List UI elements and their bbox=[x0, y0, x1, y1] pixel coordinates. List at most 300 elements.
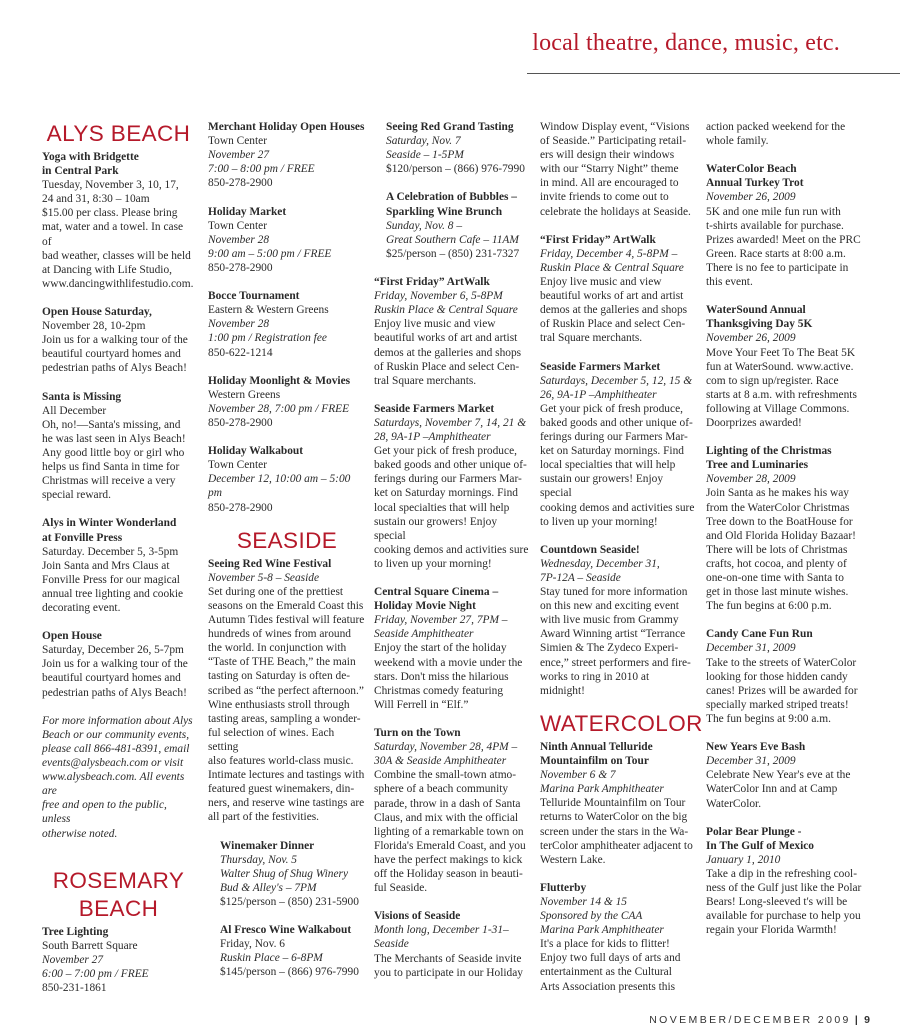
event-text-line: The Merchants of Seaside invite bbox=[374, 952, 522, 965]
event-text-line: Take a dip in the refreshing cool- bbox=[706, 867, 858, 880]
event-date-line: Saturday, November 28, 4PM – bbox=[374, 741, 518, 754]
event-title: Bocce Tournament bbox=[208, 290, 300, 303]
event-text-line: Town Center bbox=[208, 135, 267, 148]
event-listing bbox=[374, 585, 530, 712]
event-text-line: ferings during our Farmers Mar- bbox=[540, 431, 688, 444]
event-text-line: in mind. All are encouraged to bbox=[540, 177, 679, 190]
event-text-line: local specialties that will help bbox=[374, 501, 510, 514]
event-date-line: Marina Park Amphitheater bbox=[540, 924, 664, 937]
event-text-line: of Ruskin Place and select Cen- bbox=[374, 360, 520, 373]
event-text-line: hundreds of wines from around bbox=[208, 628, 351, 641]
event-title: Merchant Holiday Open Houses bbox=[208, 121, 365, 133]
event-text-line: There is no fee to participate in bbox=[706, 261, 849, 274]
event-text-line: also features world-class music. bbox=[208, 755, 354, 768]
event-date-line: Friday, November 6, 5-8PM bbox=[374, 290, 503, 303]
event-text-line: Award Winning artist “Terrance bbox=[540, 628, 686, 641]
event-text-line: Saturday, December 26, 5-7pm bbox=[42, 644, 184, 657]
event-listing bbox=[540, 740, 696, 867]
event-text-line: ket on Saturday mornings. Find bbox=[540, 445, 684, 458]
event-text-line: There will be lots of Christmas bbox=[706, 543, 848, 556]
footer-divider: | bbox=[854, 1014, 861, 1026]
event-date-line: 28, 9A-1P –Amphitheater bbox=[374, 431, 491, 444]
event-text-line: Doorprizes awarded! bbox=[706, 416, 802, 429]
event-listing bbox=[42, 516, 195, 615]
event-text-line: one-on-one time with Santa to bbox=[706, 572, 844, 584]
event-text-line: to liven up your morning! bbox=[374, 557, 492, 570]
event-text-line: at Dancing with Life Studio, bbox=[42, 263, 173, 276]
event-text-line: with live music from Grammy bbox=[540, 614, 679, 627]
event-title: Alys in Winter Wonderland bbox=[42, 517, 177, 530]
event-listing bbox=[706, 162, 866, 289]
event-text-line: canes! Prizes will be awarded for bbox=[706, 684, 858, 697]
event-date-line: December 31, 2009 bbox=[706, 642, 796, 655]
event-date-line: 7P-12A – Seaside bbox=[540, 572, 621, 584]
event-title: Candy Cane Fun Run bbox=[706, 628, 813, 641]
event-text-line: parade, throw in a dash of Santa bbox=[374, 797, 521, 810]
event-text-line: pedestrian paths of Alys Beach! bbox=[42, 686, 187, 699]
event-listing bbox=[540, 881, 696, 994]
event-text-line: Join us for a walking tour of the bbox=[42, 658, 188, 671]
event-date-line: For more information about Alys bbox=[42, 714, 193, 727]
event-date-line: 26, 9A-1P –Amphitheater bbox=[540, 388, 657, 401]
event-listing bbox=[42, 925, 195, 995]
event-date-line: 9:00 am – 5:00 pm / FREE bbox=[208, 247, 332, 260]
event-text-line: Arts Association presents this bbox=[540, 980, 676, 993]
event-listing bbox=[706, 303, 866, 430]
event-title: In The Gulf of Mexico bbox=[706, 839, 814, 852]
section-heading: WATERCOLOR bbox=[540, 710, 703, 736]
event-date-line: Saturdays, November 7, 14, 21 & bbox=[374, 416, 527, 429]
event-text-line: Eastern & Western Greens bbox=[208, 304, 329, 317]
event-text-line: 850-278-2900 bbox=[208, 416, 273, 429]
event-text-line: Christmas will receive a very bbox=[42, 475, 176, 488]
event-text-line: on this new and exciting event bbox=[540, 600, 679, 613]
event-text-line: Get your pick of fresh produce, bbox=[540, 402, 683, 415]
event-title: in Central Park bbox=[42, 165, 119, 178]
event-text-line: the world. In conjunction with bbox=[208, 642, 347, 655]
event-text-line: The fun begins at 6:00 p.m. bbox=[706, 600, 832, 613]
column-2 bbox=[208, 120, 366, 994]
event-text-line: Move Your Feet To The Beat 5K bbox=[706, 346, 856, 359]
event-text-line: Town Center bbox=[208, 219, 267, 232]
event-title: New Years Eve Bash bbox=[706, 741, 806, 754]
event-text-line: scribed as “the perfect afternoon.” bbox=[208, 684, 364, 697]
event-text-line: helps us find Santa in time for bbox=[42, 461, 180, 474]
event-text-line: decorating event. bbox=[42, 602, 121, 614]
section-heading: ROSEMARY bbox=[52, 867, 185, 893]
event-text-line: of Ruskin Place and select Cen- bbox=[540, 318, 686, 331]
event-text-line: 850-231-1861 bbox=[42, 981, 107, 994]
event-text-line: action packed weekend for the bbox=[706, 121, 846, 133]
event-date-line: www.alysbeach.com. All events are bbox=[42, 771, 185, 798]
event-listing bbox=[374, 190, 530, 260]
event-listing bbox=[208, 120, 366, 190]
event-text-line: Celebrate New Year's eve at the bbox=[706, 769, 851, 782]
event-title: Flutterby bbox=[540, 881, 587, 894]
event-text-line: $25/person – (850) 231-7327 bbox=[386, 247, 520, 260]
event-title: Seaside Farmers Market bbox=[374, 402, 495, 415]
event-date-line: Saturdays, December 5, 12, 15 & bbox=[540, 374, 693, 387]
event-text-line: invite friends to come out to bbox=[540, 191, 669, 204]
event-title: Polar Bear Plunge - bbox=[706, 825, 802, 838]
event-text-line: bad weather, classes will be held bbox=[42, 249, 191, 262]
event-listing bbox=[374, 275, 530, 388]
event-text-line: sphere of a beach community bbox=[374, 783, 509, 796]
event-text-line: with our “Starry Night” theme bbox=[540, 163, 679, 176]
event-listing bbox=[42, 390, 195, 503]
event-text-line: Town Center bbox=[208, 459, 267, 472]
event-title: “First Friday” ArtWalk bbox=[374, 276, 490, 289]
event-title: Holiday Market bbox=[208, 205, 287, 218]
event-title: Countdown Seaside! bbox=[540, 543, 640, 556]
event-text-line: terColor amphitheater adjacent to bbox=[540, 839, 693, 852]
event-text-line: Enjoy two full days of arts and bbox=[540, 952, 681, 965]
event-text-line: Claus, and mix with the official bbox=[374, 811, 519, 824]
event-text-line: mat, water and a towel. In case of bbox=[42, 221, 184, 248]
event-listing bbox=[374, 726, 530, 895]
event-text-line: ful selection of wines. Each setting bbox=[208, 726, 335, 753]
event-date-line: Marina Park Amphitheater bbox=[540, 783, 664, 796]
event-title: Seeing Red Wine Festival bbox=[208, 557, 332, 570]
event-text-line: Stay tuned for more information bbox=[540, 586, 688, 599]
event-text-line: Any good little boy or girl who bbox=[42, 446, 185, 459]
event-date-line: Ruskin Place – 6-8PM bbox=[220, 952, 323, 965]
event-date-line: January 1, 2010 bbox=[706, 853, 781, 866]
event-text-line: get in those last minute wishes. bbox=[706, 586, 849, 599]
event-title: Winemaker Dinner bbox=[220, 839, 315, 852]
event-listing bbox=[374, 120, 530, 176]
event-text-line: tasting areas, sampling a wonder- bbox=[208, 712, 361, 725]
event-title: Mountainfilm on Tour bbox=[540, 755, 649, 768]
event-text-line: screen under the stars in the Wa- bbox=[540, 825, 689, 838]
event-title: Seaside Farmers Market bbox=[540, 360, 661, 373]
event-title: Al Fresco Wine Walkabout bbox=[220, 924, 352, 937]
event-text-line: cooking demos and activities sure bbox=[374, 543, 529, 556]
column-4 bbox=[540, 120, 703, 1008]
event-date-line: Seaside – 1-5PM bbox=[386, 149, 464, 162]
event-date-line: November 28 bbox=[208, 233, 270, 246]
event-text-line: regain your Florida Warmth! bbox=[706, 924, 837, 937]
event-text-line: of Seaside.” Participating retail- bbox=[540, 135, 687, 148]
event-text-line: Intimate lectures and tastings with bbox=[208, 769, 365, 782]
event-text-line: beautiful courtyard homes and bbox=[42, 672, 181, 685]
event-text-line: demos at the galleries and shops bbox=[374, 346, 522, 359]
event-text-line: beautiful courtyard homes and bbox=[42, 348, 181, 361]
event-text-line: lighting of a remarkable town on bbox=[374, 825, 524, 838]
event-text-line: you to participate in our Holiday bbox=[374, 966, 523, 979]
event-date-line: 7:00 – 8:00 pm / FREE bbox=[208, 163, 315, 176]
event-title: Visions of Seaside bbox=[374, 910, 461, 923]
event-listing bbox=[208, 923, 366, 979]
event-date-line: November 26, 2009 bbox=[706, 191, 796, 204]
event-text-line: ket on Saturday mornings. Find bbox=[374, 487, 518, 500]
event-text-line: Western Greens bbox=[208, 388, 281, 401]
event-text-line: returns to WaterColor on the big bbox=[540, 811, 688, 824]
event-text-line: Set during one of the prettiest bbox=[208, 585, 344, 598]
event-text-line: 5K and one mile fun run with bbox=[706, 205, 841, 218]
event-listing bbox=[208, 289, 366, 359]
event-title: Tree Lighting bbox=[42, 925, 109, 938]
event-title: “First Friday” ArtWalk bbox=[540, 233, 656, 246]
event-date-line: Sunday, Nov. 8 – bbox=[386, 219, 463, 232]
section-heading: SEASIDE bbox=[236, 527, 338, 553]
event-text-line: starts at 8 a.m. with refreshments bbox=[706, 388, 857, 401]
event-listing bbox=[208, 205, 366, 275]
event-listing bbox=[42, 305, 195, 375]
event-title: at Fonville Press bbox=[42, 531, 123, 544]
event-listing bbox=[208, 444, 366, 514]
event-text-line: Prizes awarded! Meet on the PRC bbox=[706, 233, 861, 246]
event-text-line: ence,” street performers and fire- bbox=[540, 656, 691, 669]
event-date-line: Ruskin Place & Central Square bbox=[374, 304, 518, 317]
event-listing bbox=[706, 444, 866, 613]
event-title: Tree and Luminaries bbox=[706, 459, 809, 472]
event-date-line: November 6 & 7 bbox=[540, 769, 616, 782]
page-number: 9 bbox=[864, 1014, 870, 1026]
event-date-line: Friday, December 4, 5-8PM – bbox=[540, 247, 678, 260]
event-text-line: ful Seaside. bbox=[374, 882, 428, 895]
event-text-line: and Old Florida Holiday Bazaar! bbox=[706, 529, 856, 542]
event-text-line: November 28, 10-2pm bbox=[42, 320, 146, 333]
event-title: Yoga with Bridgette bbox=[42, 151, 139, 163]
event-text-line: WaterColor Inn and at Camp bbox=[706, 783, 838, 796]
event-text-line: annual tree lighting and cookie bbox=[42, 587, 184, 600]
event-date-line: Walter Shug of Shug Winery bbox=[220, 867, 349, 880]
event-date-line: November 26, 2009 bbox=[706, 332, 796, 345]
page-header-title: local theatre, dance, music, etc. bbox=[532, 30, 840, 56]
event-listing bbox=[706, 627, 866, 726]
event-text-line: com to sign up/register. Race bbox=[706, 374, 839, 387]
event-text-line: Simien & The Zydeco Experi- bbox=[540, 642, 679, 655]
event-text-line: tral Square merchants. bbox=[540, 332, 643, 345]
event-date-line: December 31, 2009 bbox=[706, 755, 796, 768]
event-date-line: November 5-8 – Seaside bbox=[208, 571, 320, 584]
event-title: Sparkling Wine Brunch bbox=[386, 205, 503, 218]
event-text-line: to liven up your morning! bbox=[540, 515, 658, 528]
event-title: Open House bbox=[42, 630, 102, 643]
event-title: Open House Saturday, bbox=[42, 306, 152, 319]
event-text-line: featured guest winemakers, din- bbox=[208, 783, 355, 796]
event-text-line: sustain our growers! Enjoy special bbox=[540, 473, 664, 500]
event-text-line: ferings during our Farmers Mar- bbox=[374, 473, 522, 486]
event-text-line: Join Santa as he makes his way bbox=[706, 487, 849, 500]
event-text-line: Friday, Nov. 6 bbox=[220, 938, 285, 951]
event-title: Seeing Red Grand Tasting bbox=[386, 121, 514, 133]
event-text-line: Combine the small-town atmo- bbox=[374, 769, 517, 782]
event-text-line: Enjoy live music and view bbox=[540, 276, 662, 289]
event-listing bbox=[540, 543, 696, 698]
event-text-line: this event. bbox=[706, 276, 753, 289]
event-text-line: from the WaterColor Christmas bbox=[706, 501, 850, 514]
event-listing bbox=[374, 402, 530, 571]
event-listing bbox=[540, 233, 696, 346]
event-text-line: available for purchase to help you bbox=[706, 910, 861, 923]
event-title: Lighting of the Christmas bbox=[706, 445, 832, 458]
column-3 bbox=[374, 120, 530, 994]
event-text-line: following at Village Commons. bbox=[706, 402, 850, 415]
event-text-line: local specialties that will help bbox=[540, 459, 676, 472]
event-date-line: Seaside Amphitheater bbox=[374, 628, 474, 641]
event-text-line: Bears! Long-sleeved t's will be bbox=[706, 896, 848, 909]
event-date-line: please call 866-481-8391, email bbox=[42, 742, 190, 755]
event-title: WaterSound Annual bbox=[706, 304, 806, 317]
event-text-line: Get your pick of fresh produce, bbox=[374, 445, 517, 458]
event-text-line: The fun begins at 9:00 a.m. bbox=[706, 712, 831, 725]
event-date-line: events@alysbeach.com or visit bbox=[42, 757, 184, 770]
event-text-line: demos at the galleries and shops bbox=[540, 304, 688, 317]
event-listing bbox=[374, 909, 530, 979]
event-text-line: Western Lake. bbox=[540, 853, 606, 866]
event-listing bbox=[706, 740, 866, 810]
event-text-line: tral Square merchants. bbox=[374, 374, 477, 387]
event-date-line: 6:00 – 7:00 pm / FREE bbox=[42, 967, 149, 980]
event-text-line: Take to the streets of WaterColor bbox=[706, 656, 857, 669]
event-text-line: WaterColor. bbox=[706, 797, 762, 810]
event-text-line: specially marked striped treats! bbox=[706, 698, 849, 711]
event-text-line: www.dancingwithlifestudio.com. bbox=[42, 277, 194, 290]
event-listing bbox=[208, 839, 366, 909]
event-text-line: $145/person – (866) 976-7990 bbox=[220, 966, 359, 979]
event-title: Thanksgiving Day 5K bbox=[706, 318, 813, 331]
event-text-line: have the perfect makings to kick bbox=[374, 853, 523, 866]
event-date-line: Ruskin Place & Central Square bbox=[540, 261, 684, 274]
event-text-line: $120/person – (866) 976-7990 bbox=[386, 163, 525, 176]
event-text-line: crafts, hot cocoa, and plenty of bbox=[706, 557, 847, 570]
event-text-line: Green. Race starts at 8:00 a.m. bbox=[706, 247, 846, 260]
event-text-line: $125/person – (850) 231-5900 bbox=[220, 895, 359, 908]
event-text-line: all part of the festivities. bbox=[208, 811, 320, 824]
event-text-line: Tuesday, November 3, 10, 17, bbox=[42, 179, 179, 192]
event-date-line: Month long, December 1-31– bbox=[374, 924, 509, 937]
event-text-line: Saturday. December 5, 3-5pm bbox=[42, 545, 179, 558]
event-text-line: 850-278-2900 bbox=[208, 177, 273, 190]
event-text-line: baked goods and other unique of- bbox=[540, 416, 693, 429]
event-text-line: works to ring in 2010 at midnight! bbox=[540, 670, 650, 697]
event-text-line: 850-278-2900 bbox=[208, 261, 273, 274]
header-rule bbox=[527, 73, 900, 74]
event-listing bbox=[208, 557, 366, 825]
event-text-line: baked goods and other unique of- bbox=[374, 459, 527, 472]
event-title: WaterColor Beach bbox=[706, 163, 797, 176]
event-date-line: December 12, 10:00 am – 5:00 pm bbox=[208, 473, 351, 500]
event-text-line: off the Holiday season in beauti- bbox=[374, 867, 523, 880]
event-listing bbox=[706, 120, 866, 148]
event-text-line: 850-622-1214 bbox=[208, 346, 273, 359]
column-1 bbox=[42, 120, 195, 1009]
event-text-line: t-shirts available for purchase. bbox=[706, 219, 844, 232]
event-text-line: Autumn Tides festival will feature bbox=[208, 614, 365, 627]
event-text-line: Wine enthusiasts stroll through bbox=[208, 698, 350, 711]
event-title: A Celebration of Bubbles – bbox=[386, 191, 518, 204]
event-date-line: free and open to the public, unless bbox=[42, 799, 167, 826]
event-text-line: sustain our growers! Enjoy special bbox=[374, 515, 498, 542]
event-text-line: celebrate the holidays at Seaside. bbox=[540, 205, 691, 218]
footer-issue: NOVEMBER/DECEMBER 2009 bbox=[649, 1014, 851, 1026]
event-text-line: weekend with a movie under the bbox=[374, 656, 523, 669]
event-text-line: beautiful works of art and artist bbox=[540, 290, 684, 303]
event-listing bbox=[540, 120, 696, 219]
event-text-line: Fonville Press for our magical bbox=[42, 573, 180, 586]
event-date-line: November 28 bbox=[208, 318, 270, 331]
event-text-line: 24 and 31, 8:30 – 10am bbox=[42, 193, 150, 206]
event-text-line: cooking demos and activities sure bbox=[540, 501, 695, 514]
event-text-line: ners, and reserve wine tastings are bbox=[208, 797, 365, 810]
event-date-line: 1:00 pm / Registration fee bbox=[208, 332, 327, 345]
event-listing bbox=[42, 150, 195, 291]
column-5 bbox=[706, 120, 866, 952]
event-title: Turn on the Town bbox=[374, 727, 461, 740]
event-text-line: “Taste of THE Beach,” the main bbox=[208, 656, 356, 669]
event-title: Central Square Cinema – bbox=[374, 586, 499, 599]
event-text-line: Christmas comedy featuring bbox=[374, 684, 504, 697]
event-date-line: November 28, 7:00 pm / FREE bbox=[208, 402, 350, 415]
event-text-line: beautiful works of art and artist bbox=[374, 332, 518, 345]
event-text-line: South Barrett Square bbox=[42, 939, 138, 952]
event-text-line: 850-278-2900 bbox=[208, 501, 273, 514]
event-date-line: November 28, 2009 bbox=[706, 473, 796, 486]
event-title: Annual Turkey Trot bbox=[706, 177, 804, 190]
event-text-line: seasons on the Emerald Coast this bbox=[208, 600, 364, 612]
event-date-line: Wednesday, December 31, bbox=[540, 557, 660, 570]
event-text-line: entertainment as the Cultural bbox=[540, 966, 672, 979]
event-title: Holiday Moonlight & Movies bbox=[208, 374, 351, 387]
event-listing bbox=[540, 360, 696, 529]
event-text-line: Window Display event, “Visions bbox=[540, 121, 690, 133]
event-title: Ninth Annual Telluride bbox=[540, 740, 653, 753]
event-date-line: November 27 bbox=[42, 953, 104, 966]
event-date-line: Seaside bbox=[374, 938, 409, 951]
event-listing bbox=[706, 825, 866, 938]
event-listing bbox=[42, 714, 195, 841]
event-text-line: ness of the Gulf just like the Polar bbox=[706, 882, 862, 895]
section-heading: ALYS BEACH bbox=[46, 121, 191, 146]
page-footer bbox=[649, 1014, 870, 1026]
event-text-line: Oh, no!—Santa's missing, and bbox=[42, 418, 181, 431]
event-text-line: Telluride Mountainfilm on Tour bbox=[540, 797, 686, 810]
event-title: Holiday Walkabout bbox=[208, 445, 304, 458]
event-listing bbox=[208, 374, 366, 430]
event-text-line: Tree down to the BoatHouse for bbox=[706, 515, 853, 528]
event-date-line: Great Southern Cafe – 11AM bbox=[386, 233, 519, 246]
event-text-line: tasting on Saturday is often de- bbox=[208, 670, 351, 683]
event-date-line: 30A & Seaside Amphitheater bbox=[374, 755, 507, 768]
event-date-line: Friday, November 27, 7PM – bbox=[374, 614, 508, 627]
event-text-line: $15.00 per class. Please bring bbox=[42, 207, 178, 220]
event-text-line: fun at WaterSound. www.active. bbox=[706, 360, 854, 373]
event-text-line: stars. Don't miss the hilarious bbox=[374, 670, 509, 683]
event-text-line: he was last seen in Alys Beach! bbox=[42, 432, 186, 445]
event-title: Santa is Missing bbox=[42, 390, 122, 403]
event-text-line: special reward. bbox=[42, 489, 111, 502]
event-text-line: Enjoy live music and view bbox=[374, 318, 496, 331]
event-text-line: Florida's Emerald Coast, and you bbox=[374, 839, 526, 852]
section-heading: BEACH bbox=[78, 895, 159, 921]
event-listing bbox=[42, 629, 195, 699]
event-text-line: looking for those hidden candy bbox=[706, 670, 848, 683]
event-text-line: whole family. bbox=[706, 135, 769, 148]
event-date-line: Beach or our community events, bbox=[42, 728, 190, 741]
event-text-line: pedestrian paths of Alys Beach! bbox=[42, 362, 187, 375]
event-date-line: otherwise noted. bbox=[42, 827, 118, 840]
event-text-line: All December bbox=[42, 404, 107, 417]
event-date-line: Thursday, Nov. 5 bbox=[220, 853, 297, 866]
event-text-line: Enjoy the start of the holiday bbox=[374, 642, 507, 655]
event-title: Holiday Movie Night bbox=[374, 600, 476, 613]
event-date-line: Bud & Alley's – 7PM bbox=[220, 881, 317, 894]
event-text-line: ers will design their windows bbox=[540, 149, 675, 162]
event-date-line: Saturday, Nov. 7 bbox=[386, 135, 461, 148]
event-date-line: November 27 bbox=[208, 149, 270, 162]
